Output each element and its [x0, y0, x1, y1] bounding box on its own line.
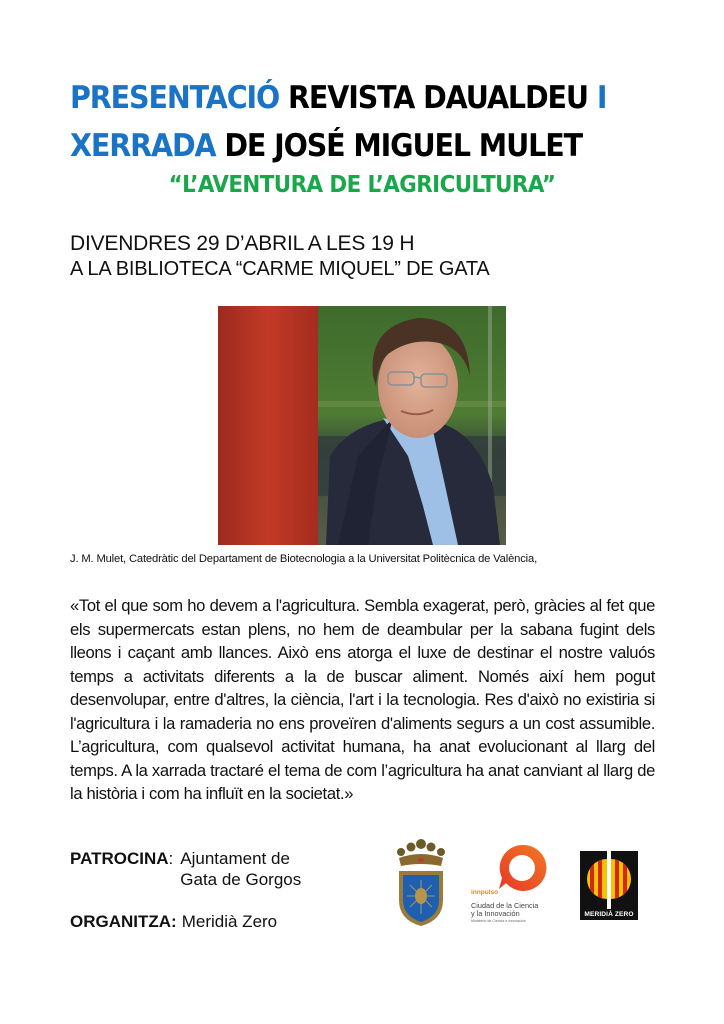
innpulso-line-2: y la Innovación [471, 909, 520, 918]
speech-ring-icon [466, 843, 561, 893]
sponsor-label: PATROCINA [70, 849, 169, 868]
event-location: A LA BIBLIOTECA “CARME MIQUEL” DE GATA [70, 258, 490, 280]
organizer-name: Meridià Zero [181, 912, 278, 931]
sponsor-colon: : [168, 849, 174, 868]
meridia-zero-label: MERIDIÀ ZERO [580, 909, 638, 920]
meridian-disc-icon [579, 849, 639, 909]
ajuntament-coat-of-arms-logo [393, 838, 449, 928]
event-date-time: DIVENDRES 29 D’ABRIL A LES 19 H [70, 232, 415, 255]
innpulso-line-1: Ciudad de la Ciencia [471, 901, 539, 910]
photo-caption: J. M. Mulet, Catedràtic del Departament de Biotecnologia a la Universitat Politècnica de València, [70, 553, 538, 565]
event-title [70, 74, 622, 170]
title-xerrada: XERRADA [70, 128, 216, 164]
innpulso-logo [466, 843, 561, 935]
sponsor-line-2: Gata de Gorgos [180, 870, 302, 889]
sponsor-line-1: Ajuntament de [180, 849, 290, 868]
sponsor-label-wrap [70, 848, 173, 890]
organizer-label: ORGANITZA: [70, 912, 177, 931]
title-line-1 [70, 74, 622, 122]
crown-shield-icon [393, 838, 449, 928]
sponsor-name [180, 848, 301, 890]
organizer-row [70, 911, 301, 932]
sponsor-row [70, 848, 301, 890]
title-presentacio: PRESENTACIÓ [70, 80, 280, 116]
credits [70, 848, 301, 932]
title-line-2 [70, 122, 622, 170]
meridia-zero-logo [579, 849, 639, 921]
innpulso-line-3: Ministerio de Ciencia e Innovación [471, 919, 526, 923]
innpulso-brand: innpulso [471, 889, 499, 896]
speaker-quote: «Tot el que som ho devem a l'agricultura. Sembla exagerat, però, gràcies al fet que els supermercats estan plens, no hem de deambular per la sabana fugint dels lleons i caçant amb llances. Això ens atorga el luxe de destinar el nostre valuós temps a activitats diferents a la de buscar aliment. Només així hem pogut desenvolupar, entre d'altres, la ciència, l'art i la tecnologia. Res d'això no existiria si l'agricultura i la ramaderia no ens proveïren d'aliments segurs a un cost assumible. L’agricultura, com qualsevol activitat humana, ha anat evolucionant al llarg del temps. A la xarrada tractaré el tema de com l’agricultura ha anat canviant al llarg de la història i com ha influït en la societat.» [70, 596, 655, 803]
title-revista: REVISTA DAUALDEU [279, 80, 588, 116]
title-speaker: DE JOSÉ MIGUEL MULET [215, 128, 582, 164]
talk-subtitle: “L’AVENTURA DE L’AGRICULTURA” [168, 172, 556, 198]
speaker-photo [218, 306, 506, 545]
title-conjunction: I [587, 80, 607, 116]
